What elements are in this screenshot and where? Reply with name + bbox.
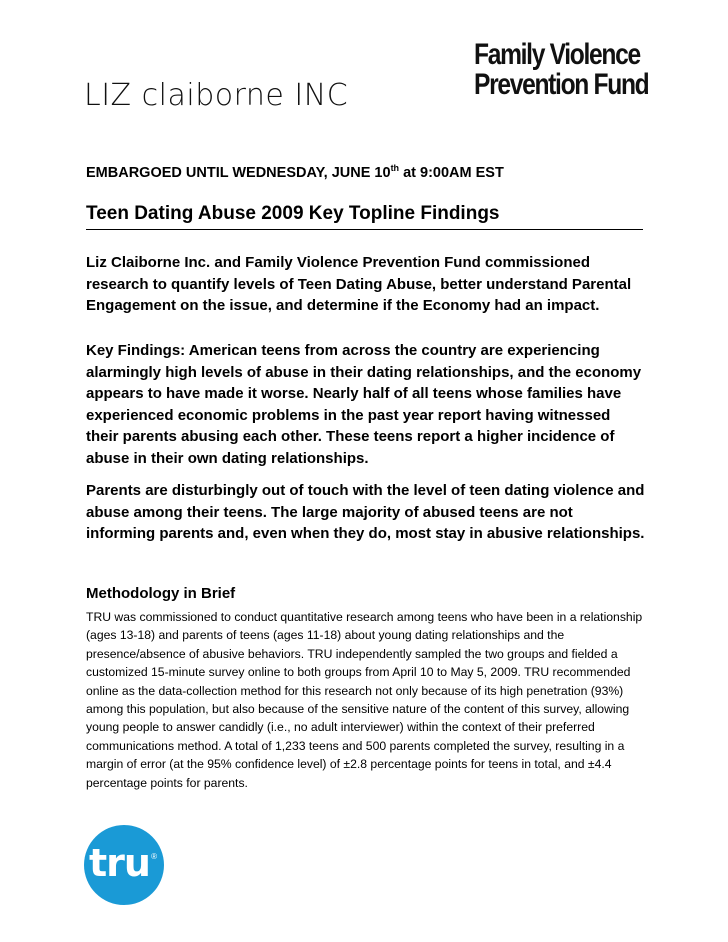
methodology-body: TRU was commissioned to conduct quantitative research among teens who have been in a relationship (ages 13-18) and parents of teens (ages 11-18) about young dating relationships and the presence/absence of abusive behaviors. TRU independently sampled the two groups and fielded a customized 15-minute survey online to both groups from April 10 to May 5, 2009. TRU recommended online as the data-collection method for this research not only because of its high penetration (93%) among this population, but also because of the sensitive nature of the content of this survey, allowing young people to answer candidly (i.e., no adult interviewer) within the context of their preferred communications method. A total of 1,233 teens and 500 parents completed the survey, resulting in a margin of error (at the 95% confidence level) of ±2.8 percentage points for teens in total, and ±4.4 percentage points for parents. [86, 610, 643, 790]
tru-logo-registered-mark: ® [151, 852, 157, 861]
page-title: Teen Dating Abuse 2009 Key Topline Findings [86, 203, 643, 230]
parents-paragraph: Parents are disturbingly out of touch with the level of teen dating violence and abuse among their teens. The large majority of abused teens are not informing parents and, even when they do, most stay in abusive relationships. [86, 482, 645, 542]
tru-logo-text: tru [89, 841, 150, 885]
key-findings-paragraph: Key Findings: American teens from across the country are experiencing alarmingly high levels of abuse in their dating relationships, and the economy appears to have made it worse. Nearly half of all teens whose families have experienced economic problems in the past year report having witnessed their parents abusing each other. These teens report a higher incidence of abuse in their own dating relationships. [86, 342, 642, 467]
family-violence-prevention-fund-logo [474, 40, 648, 100]
embargo-notice [86, 163, 504, 181]
tru-logo [84, 825, 164, 905]
methodology-heading: Methodology in Brief [86, 585, 236, 602]
fvpf-logo-line1: Family Violence [474, 38, 640, 71]
intro-paragraph: Liz Claiborne Inc. and Family Violence Prevention Fund commissioned research to quantify levels of Teen Dating Abuse, better understand Parental Engagement on the issue, and determine if the Economy had an impact. [86, 254, 632, 314]
liz-claiborne-logo: LIZ claiborne INC [84, 78, 349, 113]
embargo-text: EMBARGOED UNTIL WEDNESDAY, JUNE 10 [86, 164, 391, 181]
fvpf-logo-line2: Prevention Fund [474, 68, 649, 101]
embargo-time: at 9:00AM EST [399, 164, 504, 181]
embargo-superscript: th [390, 163, 400, 173]
